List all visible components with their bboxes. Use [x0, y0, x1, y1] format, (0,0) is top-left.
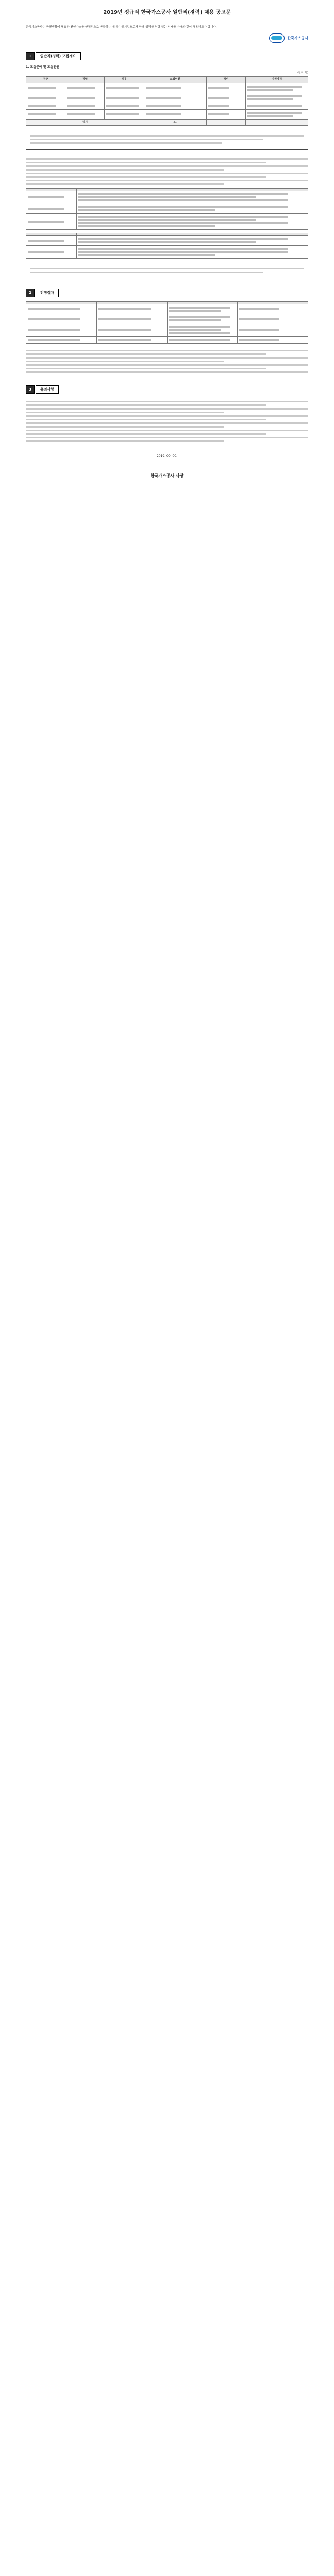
table-row — [26, 109, 308, 119]
process-table — [26, 301, 308, 344]
section-number: 1 — [26, 52, 35, 60]
th-count: 모집인원 — [144, 77, 206, 83]
logo-text: 한국가스공사 — [287, 36, 308, 40]
section-number: 2 — [26, 289, 35, 297]
notice-box — [26, 129, 308, 150]
section-number: 3 — [26, 385, 35, 394]
qualification-table — [26, 188, 308, 230]
subsection-title: 1. 모집분야 및 모집인원 — [26, 65, 59, 69]
intro-text: 한국가스공사는 국민생활에 필요한 천연가스를 안정적으로 공급하는 에너지 공기업으로서 함께 성장할 역량 있는 인재를 아래와 같이 채용하고자 합니다. — [26, 25, 217, 29]
recruit-table — [26, 76, 308, 126]
unit-note: (단위: 명) — [297, 72, 308, 75]
section-1-header — [26, 52, 308, 60]
section-title: 유의사항 — [36, 385, 59, 394]
section-3-header — [26, 385, 308, 394]
table-row — [26, 93, 308, 103]
page-title: 2019년 정규직 한국가스공사 일반직(경력) 채용 공고문 — [103, 10, 231, 15]
table-row — [26, 83, 308, 93]
qualification-table-2 — [26, 233, 308, 259]
section-title: 전형절차 — [36, 289, 59, 297]
th-position: 직위 — [206, 77, 245, 83]
body-text-block — [26, 155, 308, 188]
total-count: 21 — [144, 119, 206, 126]
th-series: 직렬 — [65, 77, 105, 83]
table-row — [26, 103, 308, 109]
th-qual: 지원자격 — [245, 77, 308, 83]
company-logo — [26, 33, 308, 43]
section-2-header — [26, 289, 308, 297]
date: 2019. 00. 00. — [156, 454, 178, 458]
page — [0, 0, 334, 500]
kogas-logo-icon — [269, 33, 285, 43]
th-group: 직군 — [26, 77, 65, 83]
signature: 한국가스공사 사장 — [150, 473, 184, 479]
total-label: 합계 — [26, 119, 144, 126]
body-text-block — [26, 398, 308, 445]
section-title: 일반직(경력) 모집개요 — [36, 52, 81, 60]
th-duty: 직무 — [105, 77, 144, 83]
table-total-row — [26, 119, 308, 126]
body-text-block — [26, 347, 308, 376]
notice-box-2 — [26, 262, 308, 279]
